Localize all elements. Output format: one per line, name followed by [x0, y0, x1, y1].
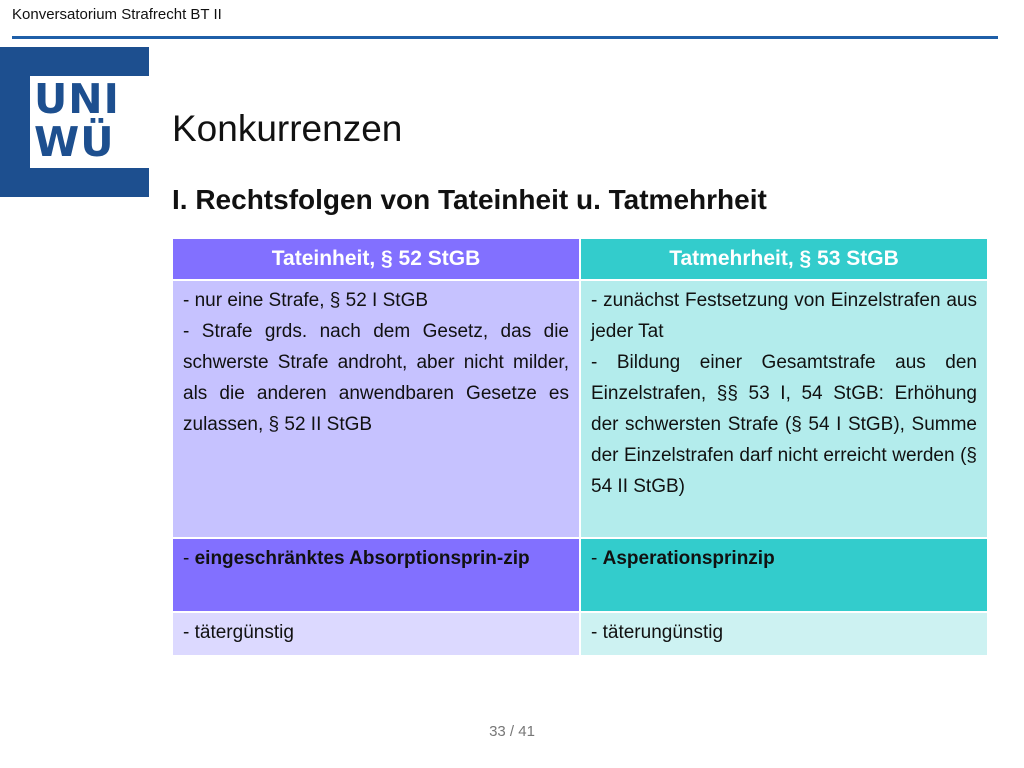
- header-tateinheit: Tateinheit, § 52 StGB: [172, 238, 580, 280]
- logo-inner-panel: [30, 76, 149, 168]
- page-title: Konkurrenzen: [172, 108, 403, 149]
- table-header-row: [172, 238, 988, 280]
- rule-text: - nur eine Strafe, § 52 I StGB: [183, 290, 429, 311]
- rule-text: - Strafe grds. nach dem Gesetz, das die schwerste Strafe androht, aber nicht milder, als die anderen anwendbaren Gesetze es zulassen, § 52 II StGB: [183, 321, 569, 435]
- logo-line-2: WÜ: [34, 118, 115, 166]
- table-row: [172, 280, 988, 538]
- cell-tateinheit-principle: [172, 538, 580, 612]
- cell-tatmehrheit-rules: [580, 280, 988, 538]
- principle-name: Asperationsprinzip: [602, 548, 775, 569]
- header-title: Konversatorium Strafrecht BT II: [12, 6, 222, 23]
- rule-text: - zunächst Festsetzung von Einzelstrafen aus jeder Tat: [591, 290, 977, 342]
- logo-line-1: UNI: [34, 75, 120, 123]
- header-divider: [12, 36, 998, 39]
- rule-text: - Bildung einer Gesamtstrafe aus den Einzelstrafen, §§ 53 I, 54 StGB: Erhöhung der schwersten Strafe (§ 54 I StGB), Summe der Einzelstrafen darf nicht erreicht werden (§ 54 II StGB): [591, 352, 977, 497]
- table-row: [172, 612, 988, 656]
- header-tatmehrheit: Tatmehrheit, § 53 StGB: [580, 238, 988, 280]
- principle-prefix: -: [183, 548, 195, 569]
- cell-tateinheit-rules: [172, 280, 580, 538]
- page-number: 33 / 41: [489, 723, 535, 740]
- cell-tatmehrheit-effect: - täterungünstig: [580, 612, 988, 656]
- principle-prefix: -: [591, 548, 603, 569]
- table-row: [172, 538, 988, 612]
- cell-tatmehrheit-principle: [580, 538, 988, 612]
- logo-wordmark: [34, 75, 120, 166]
- principle-name: eingeschränktes Absorptionsprin-zip: [194, 548, 530, 569]
- university-logo: [0, 47, 149, 197]
- section-title: I. Rechtsfolgen von Tateinheit u. Tatmehrheit: [172, 184, 767, 215]
- cell-tateinheit-effect: - tätergünstig: [172, 612, 580, 656]
- comparison-table: [171, 237, 989, 657]
